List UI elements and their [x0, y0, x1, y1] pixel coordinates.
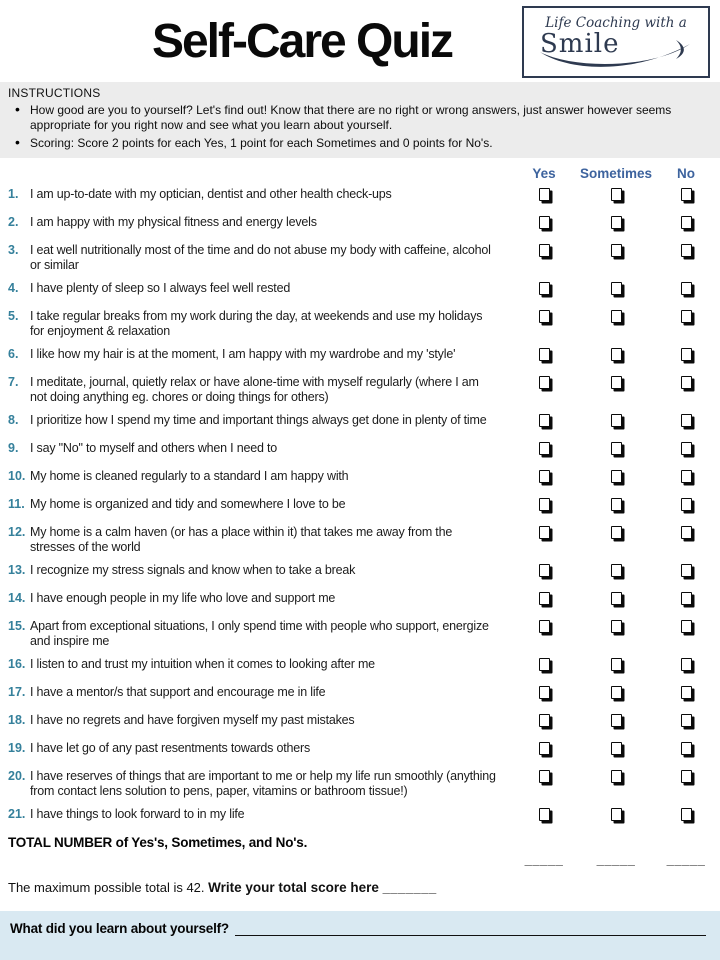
question-text: I eat well nutritionally most of the time and do not abuse my body with caffeine, alcohol or similar	[30, 243, 491, 272]
answer-cell-yes	[508, 497, 580, 516]
answer-cell-no	[652, 469, 720, 488]
score-prefix: The maximum possible total is 42.	[8, 880, 209, 895]
question	[0, 309, 508, 338]
answer-cell-yes	[508, 591, 580, 610]
question-row	[0, 243, 720, 272]
checkbox-no-6[interactable]	[681, 348, 692, 361]
score-instruction: Write your total score here	[208, 880, 379, 895]
answer-cell-no	[652, 563, 720, 582]
answer-cell-no	[652, 685, 720, 704]
checkbox-no-13[interactable]	[681, 564, 692, 577]
checkbox-no-3[interactable]	[681, 244, 692, 257]
question-number: 19.	[8, 741, 26, 755]
answer-cell-sometimes	[580, 525, 652, 544]
question	[0, 713, 508, 728]
answer-cell-yes	[508, 243, 580, 262]
answer-cell-no	[652, 657, 720, 676]
question-row	[0, 657, 720, 676]
question-number: 3.	[8, 243, 19, 257]
answer-cell-no	[652, 413, 720, 432]
question-row	[0, 591, 720, 610]
checkbox-sometimes-7[interactable]	[611, 376, 622, 389]
totals-label: TOTAL NUMBER of Yes's, Sometimes, and No's.	[8, 835, 308, 850]
totals-blank-spacer	[0, 852, 508, 867]
question	[0, 807, 508, 822]
question-text: I am up-to-date with my optician, dentist and other health check-ups	[30, 187, 392, 201]
answer-cell-no	[652, 347, 720, 366]
checkbox-no-14[interactable]	[681, 592, 692, 605]
answer-line-2[interactable]	[10, 936, 704, 960]
checkbox-sometimes-11[interactable]	[611, 498, 622, 511]
question-text: Apart from exceptional situations, I only spend time with people who support, energize and inspire me	[30, 619, 489, 648]
checkbox-sometimes-8[interactable]	[611, 414, 622, 427]
answer-cell-sometimes	[580, 563, 652, 582]
question-row	[0, 469, 720, 488]
question-number: 11.	[8, 497, 25, 511]
checkbox-yes-13[interactable]	[539, 564, 550, 577]
question-row	[0, 685, 720, 704]
checkbox-sometimes-3[interactable]	[611, 244, 622, 257]
checkbox-yes-8[interactable]	[539, 414, 550, 427]
question	[0, 497, 508, 512]
checkbox-sometimes-15[interactable]	[611, 620, 622, 633]
checkbox-yes-7[interactable]	[539, 376, 550, 389]
question-text: I take regular breaks from my work during the day, at weekends and use my holidays for enjoyment & relaxation	[30, 309, 483, 338]
checkbox-yes-20[interactable]	[539, 770, 550, 783]
question-row	[0, 441, 720, 460]
checkbox-no-16[interactable]	[681, 658, 692, 671]
answer-cell-yes	[508, 469, 580, 488]
answer-cell-sometimes	[580, 657, 652, 676]
question	[0, 215, 508, 230]
question	[0, 187, 508, 202]
checkbox-yes-17[interactable]	[539, 686, 550, 699]
question-row	[0, 187, 720, 206]
checkbox-yes-12[interactable]	[539, 526, 550, 539]
question-list	[0, 187, 720, 826]
answer-cell-sometimes	[580, 347, 652, 366]
column-header-yes: Yes	[532, 166, 556, 181]
checkbox-yes-14[interactable]	[539, 592, 550, 605]
score-line	[0, 880, 720, 895]
question-number: 6.	[8, 347, 19, 361]
answer-cell-no	[652, 807, 720, 826]
answer-cell-no	[652, 215, 720, 234]
question	[0, 243, 508, 272]
instruction-bullet-1: • How good are you to yourself? Let's find out! Know that there are no right or wrong answers, just answer however seems appropriate for you right now and see what you learn about yourself.	[8, 103, 708, 133]
column-header-no: No	[677, 166, 695, 181]
question-number: 17.	[8, 685, 26, 699]
checkbox-sometimes-4[interactable]	[611, 282, 622, 295]
total-yes-blank[interactable]: _____	[524, 852, 564, 867]
question-row	[0, 497, 720, 516]
question	[0, 769, 508, 798]
checkbox-sometimes-9[interactable]	[611, 442, 622, 455]
question-number: 20.	[8, 769, 26, 783]
answer-cell-sometimes	[580, 685, 652, 704]
answer-cell-no	[652, 375, 720, 394]
answer-cell-no	[652, 243, 720, 262]
question	[0, 347, 508, 362]
logo-text-line1: Life Coaching with a	[545, 15, 687, 31]
question-text: My home is a calm haven (or has a place within it) that takes me away from the stresses of the world	[30, 525, 453, 554]
checkbox-no-11[interactable]	[681, 498, 692, 511]
logo-text-line2: Smile	[540, 29, 620, 59]
question-number: 1.	[8, 187, 19, 201]
question-row	[0, 769, 720, 798]
question-text: I am happy with my physical fitness and energy levels	[30, 215, 317, 229]
header	[0, 0, 720, 82]
question-text: I have enough people in my life who love and support me	[30, 591, 336, 605]
question-text: I have plenty of sleep so I always feel well rested	[30, 281, 291, 295]
notes-label-row	[10, 921, 706, 936]
question-row	[0, 563, 720, 582]
checkbox-sometimes-2[interactable]	[611, 216, 622, 229]
answer-cell-no	[652, 525, 720, 544]
question-text: My home is cleaned regularly to a standard I am happy with	[30, 469, 349, 483]
checkbox-yes-18[interactable]	[539, 714, 550, 727]
question-number: 5.	[8, 309, 19, 323]
instructions-list	[8, 103, 708, 151]
checkbox-sometimes-6[interactable]	[611, 348, 622, 361]
checkbox-no-10[interactable]	[681, 470, 692, 483]
checkbox-yes-2[interactable]	[539, 216, 550, 229]
answer-cell-sometimes	[580, 309, 652, 328]
question-text: I have no regrets and have forgiven myself my past mistakes	[30, 713, 355, 727]
question-row	[0, 713, 720, 732]
checkbox-no-19[interactable]	[681, 742, 692, 755]
question	[0, 469, 508, 484]
answer-cell-no	[652, 591, 720, 610]
checkbox-yes-21[interactable]	[539, 808, 550, 821]
question-row	[0, 215, 720, 234]
checkbox-yes-4[interactable]	[539, 282, 550, 295]
checkbox-sometimes-20[interactable]	[611, 770, 622, 783]
question	[0, 685, 508, 700]
checkbox-yes-15[interactable]	[539, 620, 550, 633]
checkbox-sometimes-16[interactable]	[611, 658, 622, 671]
answer-cell-yes	[508, 741, 580, 760]
checkbox-no-15[interactable]	[681, 620, 692, 633]
checkbox-no-17[interactable]	[681, 686, 692, 699]
answer-cell-yes	[508, 769, 580, 788]
question-number: 16.	[8, 657, 26, 671]
checkbox-yes-5[interactable]	[539, 310, 550, 323]
answer-cell-sometimes	[580, 741, 652, 760]
checkbox-sometimes-1[interactable]	[611, 188, 622, 201]
checkbox-sometimes-21[interactable]	[611, 808, 622, 821]
checkbox-no-4[interactable]	[681, 282, 692, 295]
checkbox-no-18[interactable]	[681, 714, 692, 727]
question-number: 13.	[8, 563, 26, 577]
question-text: I recognize my stress signals and know when to take a break	[30, 563, 356, 577]
question-row	[0, 347, 720, 366]
checkbox-yes-6[interactable]	[539, 348, 550, 361]
page-title: Self-Care Quiz	[151, 15, 453, 68]
checkbox-yes-10[interactable]	[539, 470, 550, 483]
instruction-bullet-2: • Scoring: Score 2 points for each Yes, 1 point for each Sometimes and 0 points for No's.	[8, 136, 708, 151]
question-row	[0, 375, 720, 404]
totals-blanks-row	[0, 852, 720, 867]
question-row	[0, 619, 720, 648]
checkbox-sometimes-12[interactable]	[611, 526, 622, 539]
question-text: I meditate, journal, quietly relax or have alone-time with myself regularly (where I am not doing anything eg. chores or doing things for others)	[30, 375, 479, 404]
checkbox-yes-1[interactable]	[539, 188, 550, 201]
answer-cell-yes	[508, 441, 580, 460]
question-row	[0, 807, 720, 826]
answer-cell-yes	[508, 713, 580, 732]
checkbox-no-8[interactable]	[681, 414, 692, 427]
checkbox-sometimes-5[interactable]	[611, 310, 622, 323]
total-no-blank[interactable]: _____	[666, 852, 706, 867]
answer-cell-sometimes	[580, 619, 652, 638]
answer-cell-yes	[508, 375, 580, 394]
answer-cell-yes	[508, 563, 580, 582]
answer-cell-yes	[508, 413, 580, 432]
question-number: 8.	[8, 413, 19, 427]
question-row	[0, 525, 720, 554]
answer-cell-no	[652, 187, 720, 206]
question	[0, 619, 508, 648]
checkbox-sometimes-17[interactable]	[611, 686, 622, 699]
question-number: 18.	[8, 713, 26, 727]
answer-cell-yes	[508, 619, 580, 638]
question	[0, 375, 508, 404]
total-score-blank[interactable]: _______	[382, 880, 437, 895]
answer-cell-no	[652, 741, 720, 760]
question-row	[0, 281, 720, 300]
question-text: I have let go of any past resentments towards others	[30, 741, 311, 755]
answer-cell-no	[652, 497, 720, 516]
checkbox-no-7[interactable]	[681, 376, 692, 389]
answer-cell-yes	[508, 657, 580, 676]
checkbox-sometimes-18[interactable]	[611, 714, 622, 727]
question-number: 10.	[8, 469, 26, 483]
answer-cell-yes	[508, 187, 580, 206]
question	[0, 441, 508, 456]
answer-cell-no	[652, 281, 720, 300]
checkbox-no-1[interactable]	[681, 188, 692, 201]
column-header-sometimes: Sometimes	[580, 166, 653, 181]
answer-cell-no	[652, 769, 720, 788]
checkbox-no-9[interactable]	[681, 442, 692, 455]
question	[0, 281, 508, 296]
answer-cell-no	[652, 441, 720, 460]
question-number: 2.	[8, 215, 19, 229]
checkbox-sometimes-14[interactable]	[611, 592, 622, 605]
question-number: 14.	[8, 591, 26, 605]
question-row	[0, 413, 720, 432]
answer-cell-sometimes	[580, 441, 652, 460]
answer-cell-no	[652, 713, 720, 732]
column-header-spacer	[0, 166, 508, 181]
logo	[522, 6, 710, 78]
question-number: 7.	[8, 375, 19, 389]
answer-cell-yes	[508, 525, 580, 544]
question	[0, 563, 508, 578]
question	[0, 591, 508, 606]
instructions-section	[0, 82, 720, 158]
notes-section	[0, 911, 720, 960]
answer-cell-sometimes	[580, 591, 652, 610]
question-number: 4.	[8, 281, 19, 295]
checkbox-no-20[interactable]	[681, 770, 692, 783]
answer-cell-sometimes	[580, 469, 652, 488]
checkbox-sometimes-10[interactable]	[611, 470, 622, 483]
question-number: 9.	[8, 441, 19, 455]
answer-cell-sometimes	[580, 413, 652, 432]
answer-cell-sometimes	[580, 243, 652, 262]
checkbox-yes-19[interactable]	[539, 742, 550, 755]
answer-cell-yes	[508, 215, 580, 234]
question-text: I have things to look forward to in my life	[30, 807, 245, 821]
question-text: My home is organized and tidy and somewhere I love to be	[30, 497, 346, 511]
answer-cell-sometimes	[580, 281, 652, 300]
answer-cell-yes	[508, 685, 580, 704]
question-row	[0, 741, 720, 760]
answer-cell-sometimes	[580, 713, 652, 732]
answer-cell-yes	[508, 347, 580, 366]
answer-cell-sometimes	[580, 769, 652, 788]
answer-cell-sometimes	[580, 497, 652, 516]
answer-column-headers	[0, 166, 720, 181]
question-text: I prioritize how I spend my time and important things always get done in plenty of time	[30, 413, 487, 427]
answer-cell-yes	[508, 309, 580, 328]
checkbox-yes-3[interactable]	[539, 244, 550, 257]
question-text: I have a mentor/s that support and encourage me in life	[30, 685, 326, 699]
answer-cell-no	[652, 619, 720, 638]
answer-cell-no	[652, 309, 720, 328]
checkbox-no-2[interactable]	[681, 216, 692, 229]
question	[0, 525, 508, 554]
total-sometimes-blank[interactable]: _____	[596, 852, 636, 867]
question-text: I listen to and trust my intuition when it comes to looking after me	[30, 657, 375, 671]
answer-cell-sometimes	[580, 187, 652, 206]
answer-cell-sometimes	[580, 375, 652, 394]
question-text: I say "No" to myself and others when I need to	[30, 441, 278, 455]
checkbox-sometimes-13[interactable]	[611, 564, 622, 577]
checkbox-yes-16[interactable]	[539, 658, 550, 671]
notes-question-label: What did you learn about yourself?	[10, 921, 229, 936]
question	[0, 741, 508, 756]
answer-cell-yes	[508, 807, 580, 826]
checkbox-yes-9[interactable]	[539, 442, 550, 455]
question	[0, 413, 508, 428]
checkbox-no-12[interactable]	[681, 526, 692, 539]
checkbox-yes-11[interactable]	[539, 498, 550, 511]
checkbox-no-21[interactable]	[681, 808, 692, 821]
checkbox-no-5[interactable]	[681, 310, 692, 323]
question-number: 12.	[8, 525, 26, 539]
answer-cell-sometimes	[580, 215, 652, 234]
instructions-heading: INSTRUCTIONS	[8, 86, 101, 100]
question-row	[0, 309, 720, 338]
smile-swoosh-icon	[530, 40, 702, 74]
answer-line-1[interactable]	[235, 922, 706, 936]
question-number: 15.	[8, 619, 26, 633]
checkbox-sometimes-19[interactable]	[611, 742, 622, 755]
question-text: I like how my hair is at the moment, I am happy with my wardrobe and my 'style'	[30, 347, 456, 361]
answer-cell-yes	[508, 281, 580, 300]
question-text: I have reserves of things that are important to me or help my life run smoothly (anything from contact lens solution to pens, paper, vitamins or bathroom tissue!)	[30, 769, 496, 798]
answer-cell-sometimes	[580, 807, 652, 826]
question	[0, 657, 508, 672]
question-number: 21.	[8, 807, 26, 821]
